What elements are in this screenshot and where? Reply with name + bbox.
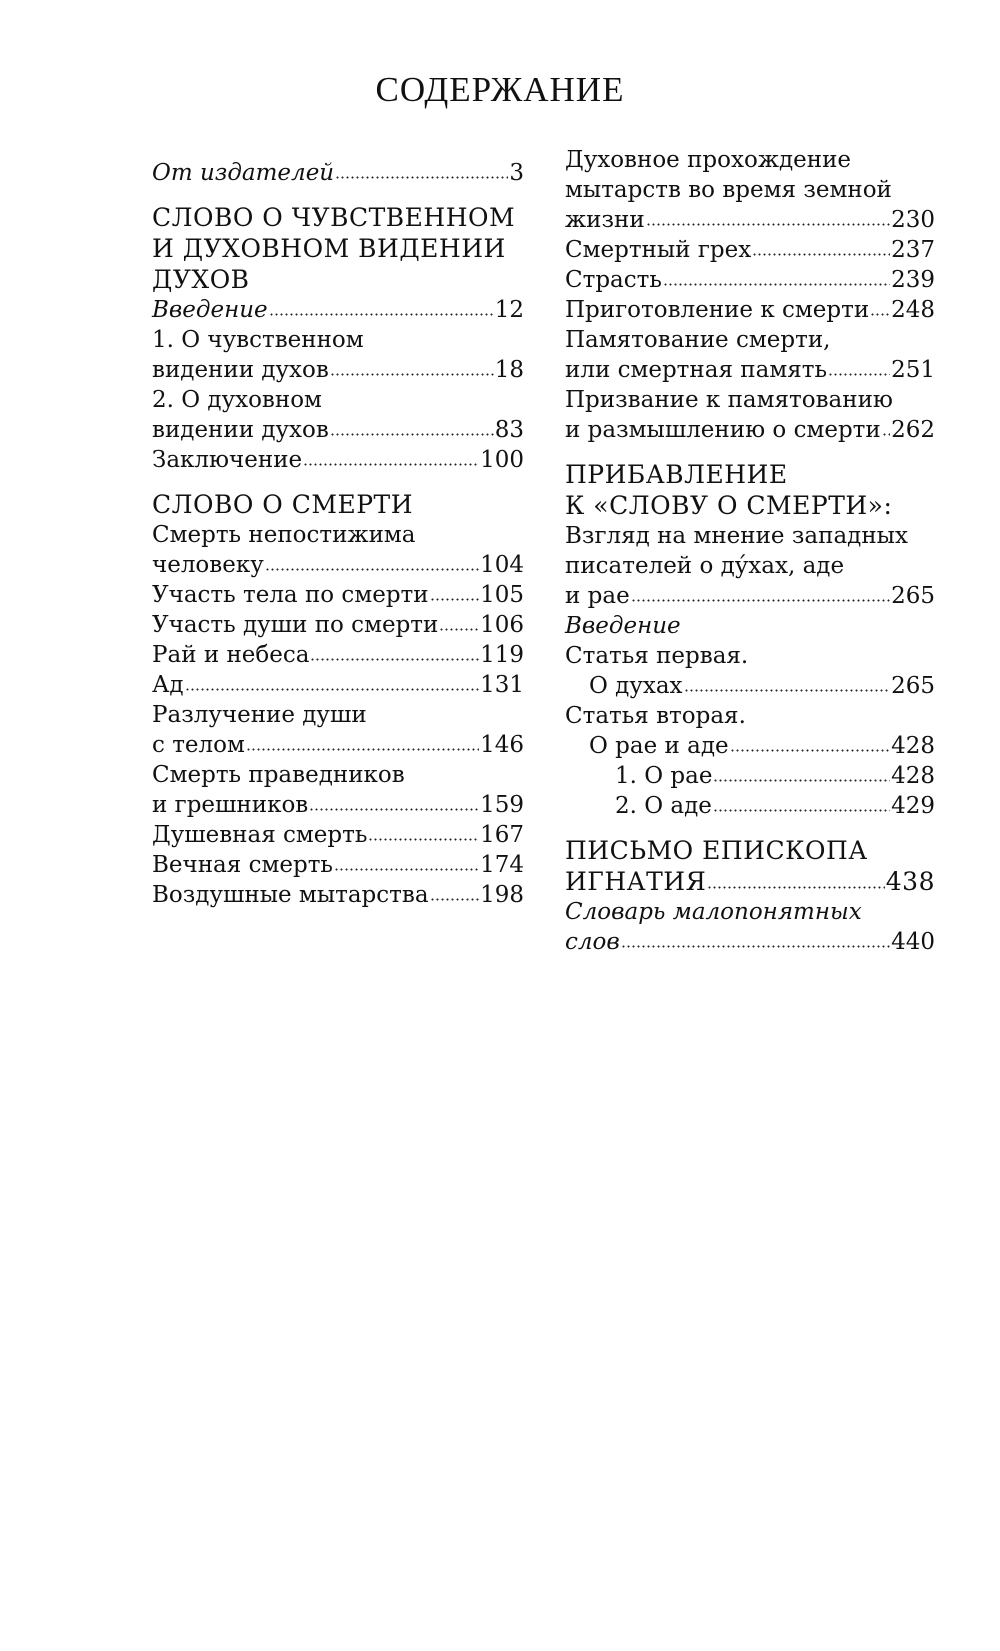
toc-entry[interactable] xyxy=(565,927,935,957)
toc-entry-text: или смертная память xyxy=(565,357,827,383)
toc-entry-text: Ад xyxy=(152,672,184,698)
toc-page-number: 262 xyxy=(891,417,935,443)
toc-entry[interactable] xyxy=(152,790,524,820)
toc-entry-text: 2. О духовном xyxy=(152,387,322,413)
page-title: СОДЕРЖАНИЕ xyxy=(375,70,625,109)
toc-section-heading xyxy=(565,459,935,490)
toc-entry-text: Вечная смерть xyxy=(152,852,333,878)
toc-entry-text: Заключение xyxy=(152,447,303,473)
toc-entry-text: К «СЛОВУ О СМЕРТИ»: xyxy=(565,491,893,520)
toc-page-number: 106 xyxy=(480,612,524,638)
section-gap xyxy=(152,188,524,202)
toc-page-number: 18 xyxy=(494,357,524,383)
toc-left-column xyxy=(152,158,524,910)
toc-page-number: 83 xyxy=(494,417,524,443)
toc-entry[interactable] xyxy=(152,820,524,850)
toc-entry-text: Смертный грех xyxy=(565,237,752,263)
dot-leader xyxy=(246,747,479,752)
toc-entry[interactable] xyxy=(565,355,935,385)
toc-entry[interactable] xyxy=(565,265,935,295)
toc-section-heading[interactable] xyxy=(565,866,935,897)
dot-leader xyxy=(707,885,885,890)
toc-entry-text: и грешников xyxy=(152,792,309,818)
toc-entry[interactable] xyxy=(565,295,935,325)
toc-entry[interactable] xyxy=(152,550,524,580)
toc-page-number: 230 xyxy=(891,207,935,233)
toc-section-heading xyxy=(152,202,524,233)
toc-entry-text: Введение xyxy=(152,297,268,323)
toc-page-number: 428 xyxy=(891,763,935,789)
toc-page-number: 12 xyxy=(494,297,524,323)
toc-entry xyxy=(152,325,524,355)
toc-entry[interactable] xyxy=(565,731,935,761)
dot-leader xyxy=(334,867,479,872)
toc-entry[interactable] xyxy=(565,415,935,445)
toc-entry-text: Страсть xyxy=(565,267,662,293)
toc-entry[interactable] xyxy=(152,355,524,385)
toc-entry xyxy=(565,175,935,205)
toc-entry[interactable] xyxy=(565,761,935,791)
dot-leader xyxy=(684,688,891,693)
toc-entry-text: Взгляд на мнение западных xyxy=(565,523,908,549)
toc-entry[interactable] xyxy=(152,880,524,910)
toc-entry xyxy=(565,145,935,175)
toc-page-number: 131 xyxy=(480,672,524,698)
toc-entry-text: Духовное прохождение xyxy=(565,147,852,173)
toc-section-heading xyxy=(152,264,524,295)
toc-entry[interactable] xyxy=(152,670,524,700)
toc-section-heading xyxy=(565,490,935,521)
toc-entry[interactable] xyxy=(565,791,935,821)
toc-entry-text: и рае xyxy=(565,583,630,609)
dot-leader xyxy=(870,312,890,317)
toc-entry-text: О духах xyxy=(589,673,683,699)
dot-leader xyxy=(752,252,890,257)
toc-entry-text: Участь тела по смерти xyxy=(152,582,429,608)
dot-leader xyxy=(185,687,480,692)
toc-page-number: 237 xyxy=(891,237,935,263)
toc-page-number: 265 xyxy=(891,673,935,699)
toc-page-number: 105 xyxy=(480,582,524,608)
toc-entry-text: Приготовление к смерти xyxy=(565,297,870,323)
toc-entry xyxy=(152,700,524,730)
toc-entry[interactable] xyxy=(152,580,524,610)
toc-page-number: 159 xyxy=(480,792,524,818)
toc-entry-text: 1. О рае xyxy=(615,763,713,789)
toc-entry[interactable] xyxy=(152,445,524,475)
toc-section-heading xyxy=(152,233,524,264)
toc-page-number: 146 xyxy=(480,732,524,758)
toc-entry xyxy=(565,385,935,415)
toc-entry-text: Душевная смерть xyxy=(152,822,368,848)
toc-entry-text: Памятование смерти, xyxy=(565,327,831,353)
dot-leader xyxy=(368,837,479,842)
toc-page-number: 3 xyxy=(509,160,524,186)
toc-entry-text: человеку xyxy=(152,552,264,578)
dot-leader xyxy=(439,627,479,632)
toc-entry[interactable] xyxy=(565,205,935,235)
dot-leader xyxy=(621,944,890,949)
dot-leader xyxy=(713,778,890,783)
dot-leader xyxy=(882,432,890,437)
toc-entry-text: И ДУХОВНОМ ВИДЕНИИ xyxy=(152,234,506,263)
toc-page-number: 100 xyxy=(480,447,524,473)
toc-entry-text: Рай и небеса xyxy=(152,642,310,668)
toc-entry xyxy=(565,551,935,581)
toc-entry-text: Участь души по смерти xyxy=(152,612,439,638)
toc-entry xyxy=(152,760,524,790)
toc-entry xyxy=(565,641,935,671)
dot-leader xyxy=(309,807,479,812)
toc-entry-text: ДУХОВ xyxy=(152,265,250,294)
toc-entry xyxy=(152,385,524,415)
dot-leader xyxy=(730,748,890,753)
toc-page-number: 440 xyxy=(891,929,935,955)
toc-page-number: 248 xyxy=(891,297,935,323)
toc-entry-text: видении духов xyxy=(152,417,329,443)
toc-entry-text: видении духов xyxy=(152,357,329,383)
dot-leader xyxy=(631,598,890,603)
toc-entry-text: 2. О аде xyxy=(615,793,712,819)
toc-entry[interactable] xyxy=(565,671,935,701)
toc-page-number: 251 xyxy=(891,357,935,383)
dot-leader xyxy=(303,462,479,467)
toc-entry-text: с телом xyxy=(152,732,245,758)
toc-entry-text: Воздушные мытарства xyxy=(152,882,429,908)
toc-entry-text: Словарь малопонятных xyxy=(565,899,862,925)
toc-entry-text: и размышлению о смерти xyxy=(565,417,881,443)
toc-entry-text: Призвание к памятованию xyxy=(565,387,893,413)
toc-page-number: 104 xyxy=(480,552,524,578)
dot-leader xyxy=(330,372,494,377)
toc-page-number: 167 xyxy=(480,822,524,848)
toc-entry[interactable] xyxy=(565,235,935,265)
toc-entry xyxy=(565,325,935,355)
toc-entry-text: Введение xyxy=(565,613,681,639)
dot-leader xyxy=(430,897,480,902)
toc-entry xyxy=(565,701,935,731)
section-gap xyxy=(565,821,935,835)
toc-entry[interactable] xyxy=(152,295,524,325)
toc-section-heading xyxy=(565,835,935,866)
toc-right-column xyxy=(565,145,935,957)
toc-entry-text: Статья первая. xyxy=(565,643,749,669)
section-gap xyxy=(565,445,935,459)
toc-page-number: 239 xyxy=(891,267,935,293)
dot-leader xyxy=(330,432,494,437)
toc-page-number: 265 xyxy=(891,583,935,609)
toc-entry xyxy=(565,611,935,641)
toc-entry[interactable] xyxy=(565,581,935,611)
toc-page-number: 429 xyxy=(891,793,935,819)
toc-entry-text: Смерть непостижима xyxy=(152,522,416,548)
toc-entry[interactable] xyxy=(152,730,524,760)
dot-leader xyxy=(335,175,508,180)
dot-leader xyxy=(713,808,890,813)
toc-entry xyxy=(565,897,935,927)
toc-page-number: 119 xyxy=(480,642,524,668)
toc-page-number: 198 xyxy=(480,882,524,908)
toc-entry[interactable] xyxy=(152,850,524,880)
toc-entry-text: жизни xyxy=(565,207,645,233)
dot-leader xyxy=(269,312,494,317)
toc-entry-text: СЛОВО О ЧУВСТВЕННОМ xyxy=(152,203,516,232)
toc-entry[interactable] xyxy=(152,415,524,445)
toc-entry-text: ПИСЬМО ЕПИСКОПА xyxy=(565,836,868,865)
toc-entry[interactable] xyxy=(152,158,524,188)
dot-leader xyxy=(265,567,479,572)
toc-page-number: 174 xyxy=(480,852,524,878)
toc-entry xyxy=(565,521,935,551)
section-gap xyxy=(152,475,524,489)
toc-entry[interactable] xyxy=(152,640,524,670)
toc-entry-text: 1. О чувственном xyxy=(152,327,364,353)
toc-entry-text: слов xyxy=(565,929,620,955)
toc-entry-text: От издателей xyxy=(152,160,335,186)
toc-entry-text: Разлучение души xyxy=(152,702,367,728)
toc-entry-text: ИГНАТИЯ xyxy=(565,867,707,896)
toc-entry xyxy=(152,520,524,550)
toc-section-heading xyxy=(152,489,524,520)
toc-page-number: 428 xyxy=(891,733,935,759)
dot-leader xyxy=(310,657,479,662)
dot-leader xyxy=(430,597,479,602)
toc-entry-text: писателей о ду́хах, аде xyxy=(565,553,845,579)
dot-leader xyxy=(828,372,890,377)
toc-entry-text: ПРИБАВЛЕНИЕ xyxy=(565,460,788,489)
dot-leader xyxy=(646,222,890,227)
toc-entry-text: О рае и аде xyxy=(589,733,729,759)
toc-entry[interactable] xyxy=(152,610,524,640)
toc-entry-text: Статья вторая. xyxy=(565,703,746,729)
dot-leader xyxy=(663,282,890,287)
toc-entry-text: Смерть праведников xyxy=(152,762,405,788)
toc-entry-text: мытарств во время земной xyxy=(565,177,892,203)
toc-entry-text: СЛОВО О СМЕРТИ xyxy=(152,490,414,519)
toc-page-number: 438 xyxy=(885,867,935,896)
